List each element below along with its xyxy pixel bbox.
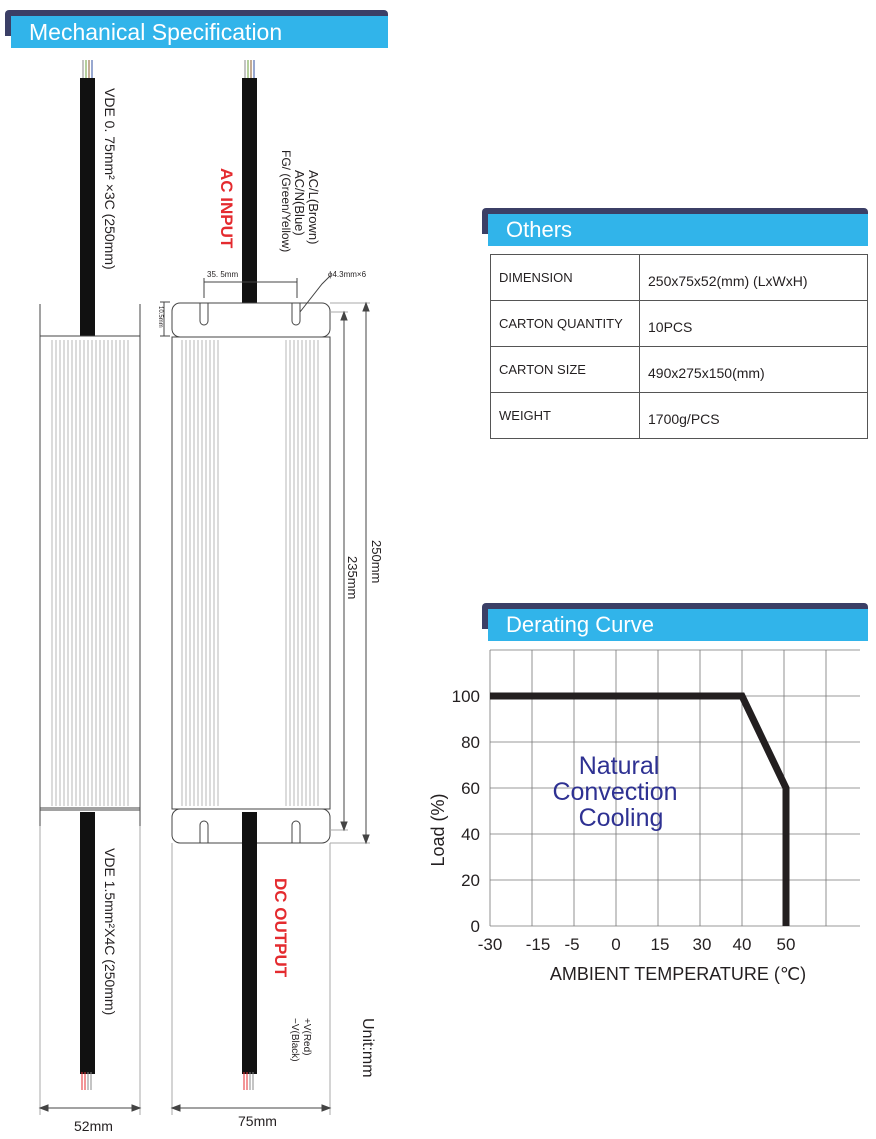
x-axis-label: AMBIENT TEMPERATURE (℃)	[549, 964, 807, 984]
x-tick-label: 50	[776, 935, 796, 954]
row-label: WEIGHT	[491, 393, 640, 439]
dim-10-5: 10.5mm	[157, 306, 163, 328]
width-75: 75mm	[238, 1113, 277, 1129]
table-row	[491, 301, 868, 347]
side-top-cable	[80, 78, 95, 336]
row-value: 10PCS	[640, 301, 868, 347]
top-bottom-cable	[242, 812, 257, 1074]
y-axis-label: Load (%)	[428, 793, 448, 867]
unit-label: Unit:mm	[359, 1018, 376, 1078]
y-tick-label: 80	[461, 733, 480, 752]
annotation-line-1: Natural	[578, 752, 660, 780]
dim-hole: ϕ4.3mm×6	[328, 270, 367, 279]
top-cable-spec: VDE 0. 75mm² ×3C (250mm)	[102, 88, 118, 270]
ac-input-label: AC INPUT	[217, 168, 236, 249]
derating-header	[482, 603, 868, 641]
y-tick-label: 100	[451, 687, 480, 706]
row-value: 250x75x52(mm) (LxWxH)	[640, 255, 868, 301]
x-tick-label: -5	[564, 935, 580, 954]
x-tick-label: -30	[477, 935, 503, 954]
y-ticks	[452, 687, 480, 936]
bottom-cable-spec: VDE 1.5mm²X4C (250mm)	[102, 848, 118, 1016]
v-plus-label: +V(Red)	[301, 1018, 312, 1056]
fg-label: FG/ (Green/Yellow)	[279, 150, 293, 253]
table-row	[491, 255, 868, 301]
v-minus-label: −V(Black)	[289, 1018, 300, 1062]
dim-250: 250mm	[369, 540, 384, 584]
row-label: CARTON QUANTITY	[491, 301, 640, 347]
row-value: 490x275x150(mm)	[640, 347, 868, 393]
row-value: 1700g/PCS	[640, 393, 868, 439]
derating-chart	[420, 640, 860, 1000]
y-tick-label: 0	[470, 917, 480, 936]
side-view	[40, 60, 140, 1115]
x-tick-label: 30	[692, 935, 712, 954]
y-tick-label: 20	[461, 871, 480, 890]
row-label: CARTON SIZE	[491, 347, 640, 393]
others-header	[482, 208, 868, 246]
top-top-cable	[242, 78, 257, 336]
x-tick-label: 15	[650, 935, 670, 954]
ac-n-label: AC/N(Blue)	[292, 170, 307, 236]
side-bottom-cable	[80, 812, 95, 1074]
table-row	[491, 347, 868, 393]
side-body	[40, 336, 140, 810]
width-52: 52mm	[74, 1118, 113, 1134]
x-tick-label: -15	[525, 935, 551, 954]
dc-output-label: DC OUTPUT	[271, 878, 290, 978]
table-row	[491, 393, 868, 439]
annotation-line-3: Cooling	[578, 804, 664, 832]
annotation-line-2: Convection	[552, 778, 678, 806]
row-label: DIMENSION	[491, 255, 640, 301]
x-tick-label: 40	[732, 935, 752, 954]
header-title: Derating Curve	[488, 609, 868, 641]
header-title: Others	[488, 214, 868, 246]
ac-l-label: AC/L(Brown)	[306, 170, 321, 245]
dim-235: 235mm	[345, 556, 360, 600]
others-table	[490, 254, 868, 439]
y-tick-label: 40	[461, 825, 480, 844]
y-tick-label: 60	[461, 779, 480, 798]
dim-35-5: 35. 5mm	[207, 270, 239, 279]
x-tick-label: 0	[611, 935, 621, 954]
top-view	[160, 60, 370, 1115]
header-title: Mechanical Specification	[11, 16, 388, 48]
x-ticks	[478, 935, 796, 954]
